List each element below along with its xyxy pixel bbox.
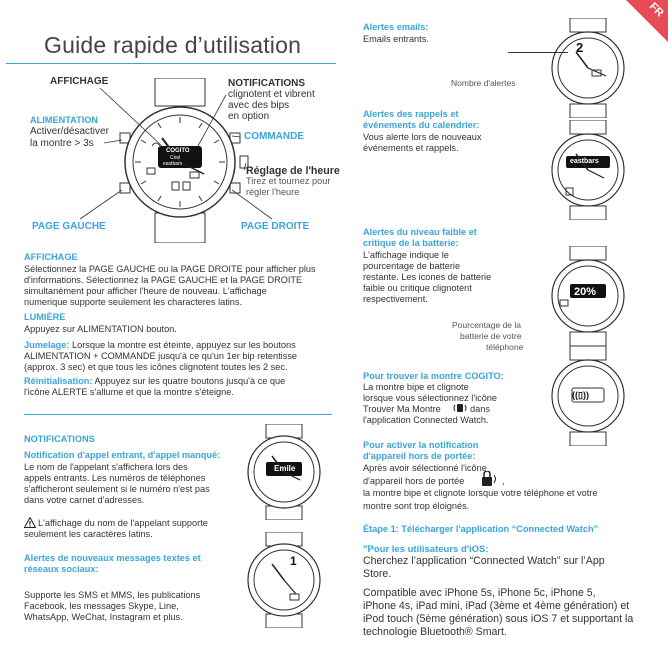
jumelage-line-3: (approx. 3 sec) et que tous les icônes clignotent toutes les 2 sec. <box>24 362 288 372</box>
label-notifications-desc-3: en option <box>228 111 270 122</box>
affichage-line-3: simultanément pour afficher l'heure de nouveau. L'affichage <box>24 286 267 296</box>
appel-line-4: dans votre carnet d'adresses. <box>24 495 145 505</box>
reinit-text-1: Appuyez sur les quatre boutons jusqu'à ce que <box>92 376 286 386</box>
label-alimentation: ALIMENTATION <box>30 115 99 125</box>
jumelage-label: Jumelage: <box>24 340 70 350</box>
label-affichage: AFFICHAGE <box>50 76 109 87</box>
appel-line-2: appels entrants. Les numéros de téléphones <box>24 473 206 483</box>
heading-trouver: Pour trouver la montre COGITO: <box>363 371 504 381</box>
pourcentage-label-2: batterie de votre <box>460 331 522 341</box>
reinit-label: Réinitialisation: <box>24 376 93 386</box>
heading-messages-1: Alertes de nouveaux messages textes et <box>24 553 201 563</box>
label-reglage-heure: Réglage de l'heure <box>246 165 340 177</box>
trouver-line-2: lorsque vous sélectionnez l'icône <box>363 393 498 403</box>
watch-screen-text-3: eastbars <box>163 161 183 167</box>
ios-line-1: Cherchez l’application “Connected Watch” sur l’App <box>363 555 605 567</box>
heading-batterie-1: Alertes du niveau faible et <box>363 227 477 237</box>
compat-line-2: iPhone 4s, iPad mini, iPad (3ème et 4ème génération) et <box>363 600 630 612</box>
heading-rappels-2: événements du calendrier: <box>363 120 480 130</box>
trouver-line-1: La montre bipe et clignote <box>363 382 469 392</box>
nombre-alertes-leader <box>508 52 568 53</box>
find-watch-display: ((▯)) <box>572 390 589 400</box>
language-badge-label: FR <box>647 0 667 20</box>
batterie-line-2: pourcentage de batterie <box>363 261 461 271</box>
watch-screen-text-1: COGITO <box>166 148 190 154</box>
battery-percent-display: 20% <box>574 286 597 298</box>
section-divider <box>24 414 332 415</box>
diagram-leader-lines <box>0 0 340 240</box>
trouver-dans: dans <box>470 404 490 414</box>
compat-line-1: Compatible avec iPhone 5s, iPhone 5c, iPhone 5, <box>363 587 596 599</box>
emails-body: Emails entrants. <box>363 34 429 44</box>
label-reglage-desc-2: régler l'heure <box>246 187 300 197</box>
warning-icon <box>24 517 36 528</box>
messages-line-3: WhatsApp, WeChat, Instagram et plus. <box>24 612 183 622</box>
label-alimentation-desc-1: Activer/désactiver <box>30 126 109 137</box>
heading-messages-2: réseaux sociaux: <box>24 564 99 574</box>
affichage-line-1: Sélectionnez la PAGE GAUCHE ou la PAGE DROITE pour afficher plus <box>24 264 316 274</box>
warning-line-1: L'affichage du nom de l'appelant supporte <box>38 518 208 528</box>
label-alimentation-desc-2: la montre > 3s <box>30 138 94 149</box>
affichage-line-2: d'informations. Sélectionnez la PAGE GAUCHE et la PAGE DROITE <box>24 275 303 285</box>
appel-line-3: s'afficheront seulement si le numéro n'est pas <box>24 484 210 494</box>
hors-portee-line-5: montre sont trop éloignés. <box>363 501 470 511</box>
heading-affichage: AFFICHAGE <box>24 252 78 262</box>
page-title: Guide rapide d’utilisation <box>44 32 302 58</box>
label-page-gauche: PAGE GAUCHE <box>32 221 106 232</box>
label-commande: COMMANDE <box>244 131 304 142</box>
appel-line-1: Le nom de l'appelant s'affichera lors des <box>24 462 188 472</box>
hors-portee-line-2: d'appareil hors de portée <box>363 476 465 486</box>
heading-rappels-1: Alertes des rappels et <box>363 109 459 119</box>
jumelage-text-1: Lorsque la montre est éteinte, appuyez sur les boutons <box>69 340 296 350</box>
heading-batterie-2: critique de la batterie: <box>363 238 459 248</box>
messages-line-2: Facebook, les messages Skype, Line, <box>24 601 179 611</box>
heading-hors-portee-2: d'appareil hors de portée: <box>363 451 476 461</box>
label-nombre-alertes: Nombre d'alertes <box>451 78 516 88</box>
pourcentage-label-3: téléphone <box>486 342 524 352</box>
caller-name-display: Emile <box>274 464 296 473</box>
email-watch-illustration <box>540 18 636 118</box>
reinit-line-2: l'icône ALERTE s'allume et que la montre s'éteigne. <box>24 387 234 397</box>
find-watch-icon <box>452 402 468 414</box>
heading-emails: Alertes emails: <box>363 22 429 32</box>
reinit-line-1 <box>24 376 285 387</box>
watch-screen-text-2: Cool <box>170 155 181 161</box>
event-name-display: eastbars <box>570 158 599 165</box>
label-reglage-desc-1: Tirez et tournez pour <box>246 176 331 186</box>
batterie-line-5: respectivement. <box>363 294 428 304</box>
rappels-line-2: événements et rappels. <box>363 143 459 153</box>
hors-portee-comma: , <box>502 476 505 486</box>
pourcentage-label-1: Pourcentage de la <box>452 320 521 330</box>
hors-portee-line-1: Après avoir sélectionné l'icône <box>363 463 487 473</box>
ios-line-2: Store. <box>363 568 392 580</box>
messages-line-1: Supporte les SMS et MMS, les publications <box>24 590 201 600</box>
heading-etape1: Étape 1: Télécharger l'application “Connected Watch” <box>363 524 599 534</box>
trouver-line-3: Trouver Ma Montre <box>363 404 441 414</box>
label-notifications-desc-1: clignotent et vibrent <box>228 89 315 100</box>
out-of-range-icon <box>478 471 498 487</box>
affichage-line-4: numerique supporte seulement les characteres latins. <box>24 297 243 307</box>
batterie-line-3: restante. Les icones de batterie <box>363 272 492 282</box>
batterie-line-1: L'affichage indique le <box>363 250 449 260</box>
jumelage-line-2: ALIMENTATION + COMMANDE jusqu'à ce qu'un 1er bip retentisse <box>24 351 298 361</box>
heading-lumiere: LUMIÈRE <box>24 312 66 322</box>
compat-line-4: technologie Bluetooth® Smart. <box>363 626 507 638</box>
jumelage-line-1 <box>24 340 296 351</box>
warning-line-2: seulement les caractères latins. <box>24 529 153 539</box>
heading-ios: "Pour les utilisateurs d'iOS: <box>363 544 489 555</box>
label-notifications: NOTIFICATIONS <box>228 78 306 89</box>
heading-hors-portee-1: Pour activer la notification <box>363 440 479 450</box>
batterie-line-4: faible ou critique clignotent <box>363 283 472 293</box>
email-count-display: 2 <box>576 40 584 55</box>
message-count-display: 1 <box>290 554 297 568</box>
heading-notifications: NOTIFICATIONS <box>24 434 95 444</box>
rappels-line-1: Vous alerte lors de nouveaux <box>363 132 482 142</box>
lumiere-body: Appuyez sur ALIMENTATION bouton. <box>24 324 177 334</box>
hors-portee-line-4: la montre bipe et clignote lorsque votre téléphone et votre <box>363 488 598 498</box>
label-page-droite: PAGE DROITE <box>241 221 310 232</box>
trouver-line-5: l'application Connected Watch. <box>363 415 489 425</box>
message-watch-illustration <box>236 532 332 628</box>
heading-notif-appel: Notification d'appel entrant, d'appel manqué: <box>24 450 221 460</box>
compat-line-3: iPod touch (5ème génération) sous iOS 7 et supportant la <box>363 613 634 625</box>
calendar-watch-illustration <box>540 120 636 220</box>
label-notifications-desc-2: avec des bips <box>228 100 290 111</box>
